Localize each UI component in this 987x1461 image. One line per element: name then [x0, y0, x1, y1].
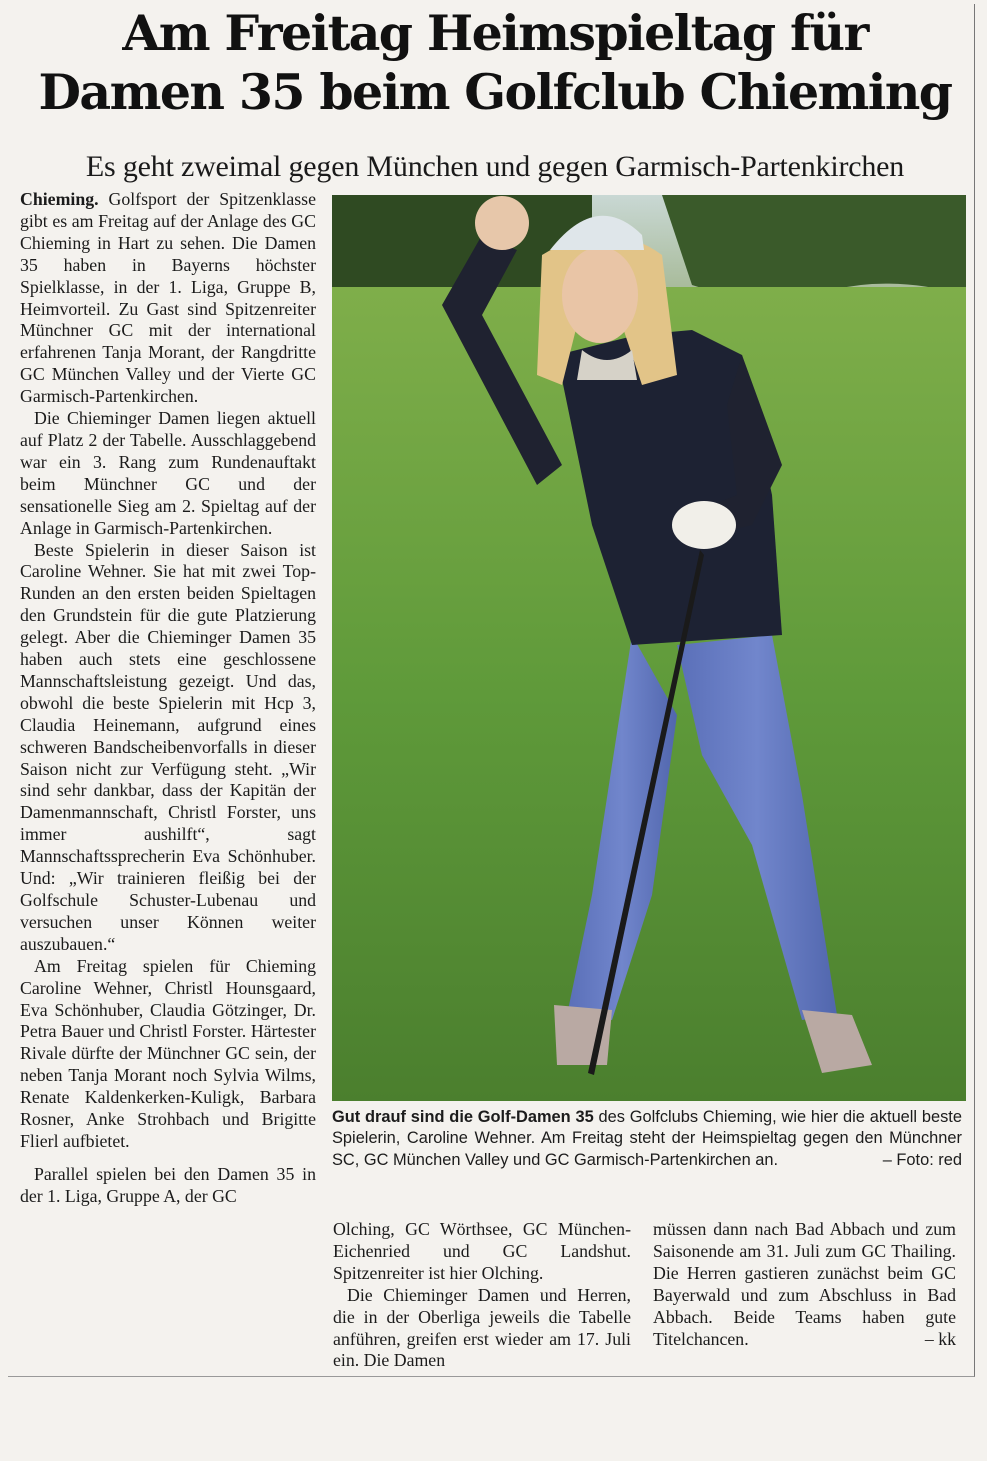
article-column-3 — [653, 1219, 956, 1350]
caption-text: des Golfclubs Chieming, wie hier die aktuell beste Spielerin, Caroline Wehner. Am Freitag steht der Heimspieltag gegen den Münchner SC, GC München Valley und GC Garmisch-Partenkirchen an. — [332, 1108, 962, 1169]
photo-credit: – Foto: red — [882, 1150, 962, 1169]
article-column-2 — [333, 1219, 631, 1372]
article-photo — [332, 195, 966, 1101]
paragraph-6-continued-text: müssen dann nach Bad Abbach und zum Saisonende am 31. Juli zum GC Thailing. Die Herren gastieren zunächst beim GC Bayerwald und zum Abschluss in Bad Abbach. Beide Teams haben gute Titelchancen. — [653, 1219, 956, 1349]
article-paragraph-5: Parallel spielen bei den Damen 35 in der 1. Liga, Gruppe A, der GC — [20, 1163, 316, 1206]
article-paragraph-2: Die Chieminger Damen liegen aktuell auf Platz 2 der Tabelle. Ausschlaggebend war ein 3. Rang zum Rundenauftakt beim Münchner GC und der sensationelle Sieg am 2. Spieltag auf der Anlage in Garmisch-Partenkirchen. — [20, 408, 316, 538]
headline — [20, 4, 970, 122]
dateline: Chieming. — [20, 189, 99, 209]
tree-line-right — [662, 195, 966, 296]
paragraph-1-text: Golfsport der Spitzenklasse gibt es am Freitag auf der Anlage des GC Chieming in Hart zu sehen. Die Damen 35 haben in Bayerns höchster Spielklasse, in der 1. Liga, Gruppe B, Heimvorteil. Zu Gast sind Spitzenreiter Münchner GC mit der international erfahrenen Tanja Morant, der Rangdritte GC München Valley und der Vierte GC Garmisch-Partenkirchen. — [20, 189, 316, 407]
caption-lead: Gut drauf sind die Golf-Damen 35 — [332, 1108, 594, 1126]
headline-line-1: Am Freitag Heimspieltag für — [122, 4, 868, 62]
article-paragraph-6-continued — [653, 1219, 956, 1350]
golfer-photo-illustration — [332, 195, 966, 1101]
article-paragraph-4: Am Freitag spielen für Chieming Caroline Wehner, Christl Hounsgaard, Eva Schönhuber, Claudia Götzinger, Dr. Petra Bauer und Christl Forster. Härtester Rivale dürfte der Münchner GC sein, der neben Tanja Morant noch Sylvia Wilms, Renate Kaldenkerken-Kuligk, Barbara Rosner, Anke Strohbach und Brigitte Flierl aufbietet. — [20, 955, 316, 1151]
golf-glove — [672, 501, 736, 549]
face — [562, 247, 638, 343]
subheadline: Es geht zweimal gegen München und gegen Garmisch-Partenkirchen — [85, 150, 905, 183]
headline-line-2: Damen 35 beim Golfclub Chieming — [38, 63, 952, 121]
article-paragraph-3: Beste Spielerin in dieser Saison ist Caroline Wehner. Sie hat mit zwei Top-Runden an den ersten beiden Spieltagen den Grundstein für die gute Platzierung gelegt. Aber die Chieminger Damen 35 haben auch stets eine geschlossene Mannschaftsleistung gezeigt. Und das, obwohl die beste Spielerin mit Hcp 3, Claudia Heinemann, aufgrund eines schweren Bandscheibenvorfalls in dieser Saison nicht zur Verfügung steht. „Wir sind sehr dankbar, dass der Kapitän der Damenmannschaft, Christl Forster, uns immer aushilft“, sagt Mannschaftssprecherin Eva Schönhuber. Und: „Wir trainieren fleißig bei der Golfschule Schuster-Lubenau und versuchen unser Können weiter auszubauen.“ — [20, 539, 316, 954]
raised-fist — [475, 196, 529, 250]
article-paragraph-6: Die Chieminger Damen und Herren, die in der Oberliga jeweils die Tabelle anführen, greifen erst wieder am 17. Juli ein. Die Damen — [333, 1284, 631, 1371]
article-paragraph-5-continued: Olching, GC Wörthsee, GC München-Eichenried und GC Landshut. Spitzenreiter ist hier Olching. — [333, 1219, 631, 1283]
article-column-1 — [20, 189, 316, 1208]
photo-caption — [332, 1107, 962, 1171]
author-signature: – kk — [924, 1328, 956, 1349]
article-paragraph-1 — [20, 189, 316, 408]
